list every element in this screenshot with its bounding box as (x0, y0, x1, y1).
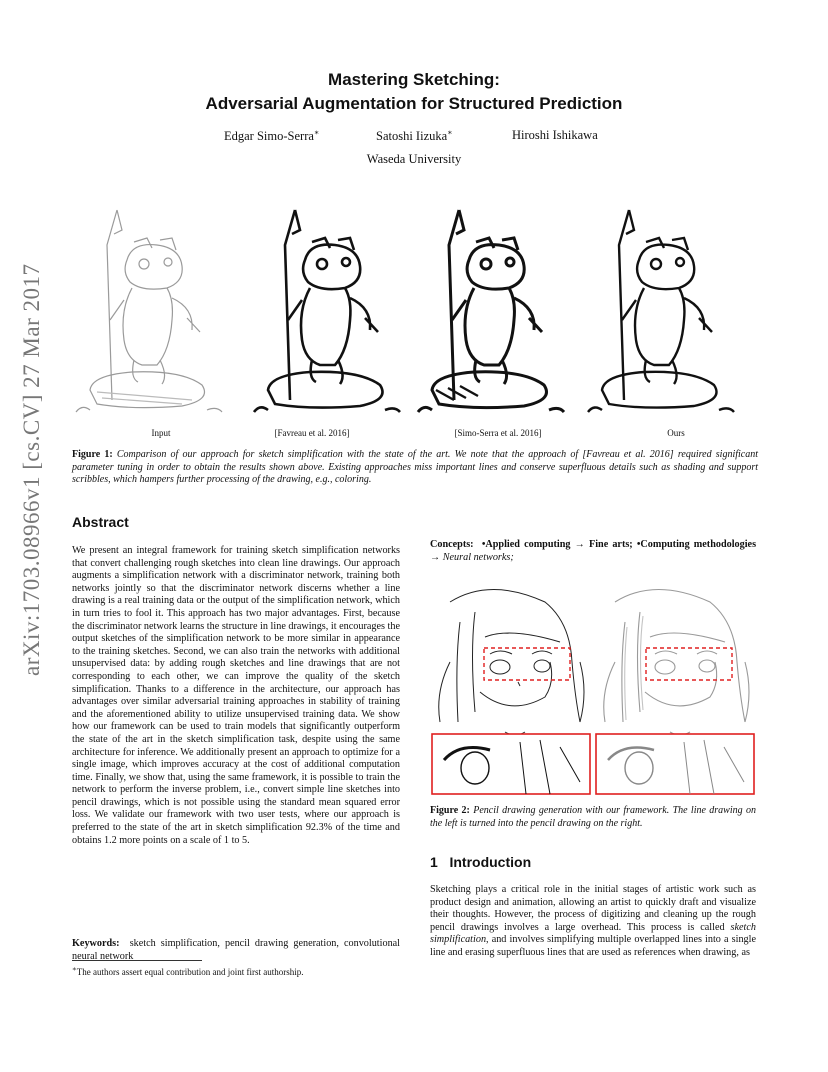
figure-1-label-favreau: [Favreau et al. 2016] (274, 428, 350, 438)
affiliation: Waseda University (366, 152, 462, 166)
figure-1-input-sketch (76, 210, 222, 412)
figure-1-caption: Figure 1: Comparison of our approach for sketch simplification with the state of the art. We note that the approach of [Favreau et al. 2016] required significant parameter tuning in order to obtain the results shown above. Existing approaches miss important lines and conserve superfluous details such as shading and support scribbles, which hampers further processing of the drawing, e.g., coloring. (72, 449, 759, 485)
figure-1-label-input: Input (151, 428, 171, 438)
abstract-heading: Abstract (72, 514, 129, 530)
author-2: Satoshi Iizuka∗ (376, 128, 453, 144)
author-3: Hiroshi Ishikawa (512, 128, 598, 142)
figure-1-labels (72, 428, 758, 442)
figure-1-images (72, 192, 758, 428)
figure-2-images (430, 582, 756, 797)
figure-1-ours-result (588, 210, 734, 412)
author-1: Edgar Simo-Serra∗ (224, 128, 320, 144)
figure-1-simoserra-result (418, 210, 564, 412)
paper-title-line2: Adversarial Augmentation for Structured Prediction (205, 94, 623, 113)
figure-1-label-simoserra: [Simo-Serra et al. 2016] (454, 428, 542, 438)
figure-1-favreau-result (254, 210, 400, 412)
paper-title-line1: Mastering Sketching: (328, 70, 500, 89)
figure-2-caption: Figure 2: Pencil drawing generation with our framework. The line drawing on the left is turned into the pencil drawing on the right. (430, 805, 756, 829)
footnote-rule (72, 960, 202, 961)
introduction-text: Sketching plays a critical role in the initial stages of artistic work such as product design and animation, allowing an artist to quickly draft and visualize their thoughts. However, the process of digitizing and cleaning up the rough pencil drawings involves a large overhead. This process is called sketch simplification, and involves simplifying multiple overlapped lines into a single line and erasing superfluous lines that are used as references when drawing, as (430, 884, 756, 958)
figure-1-label-ours: Ours (667, 428, 685, 438)
keywords: Keywords: sketch simplification, pencil drawing generation, convolutional neural network (72, 938, 401, 962)
abstract-text: We present an integral framework for training sketch simplification networks that convert challenging rough sketches into clean line drawings. Our approach augments a simplification network with a discriminator network, training both networks jointly so that the discriminator network discerns whether a line drawing is a real training data or the output of the simplification network, which in turn tries to fool it. This approach has two major advantages. First, because the discriminator network learns the structure in line drawings, it encourages the output sketches of the simplification network to be more similar in appearance to the training sketches. Second, we can also train the networks with additional unsupervised data: by adding rough sketches and line drawings that are not corresponding to each other, we can improve the quality of the sketch simplification. Thanks to a difference in the architecture, our approach has advantages over similar adversarial training approaches in stability of training and the aforementioned ability to utilize unsupervised training data. We show how our framework can be used to train models that significantly outperform the state of the art in the sketch simplification task, despite using the same architecture for inference. We additionally present an approach to optimize for a single image, which improves accuracy at the cost of additional computation time. Finally, we show that, using the same framework, it is possible to train the network to perform the inverse problem, i.e., convert simple line sketches into pencil drawings, which is not possible using the standard mean squared error loss. We validate our framework with two user tests, where our approach is preferred to the state of the art in sketch simplification 92.3% of the time and obtains 1.2 more points on a scale of 1 to 5. (72, 545, 400, 846)
concepts: Concepts: •Applied computing → Fine arts; •Computing methodologies → Neural networks; (430, 539, 757, 563)
figure-2-pencil-drawing (604, 590, 749, 736)
arxiv-stamp: arXiv:1703.08966v1 [cs.CV] 27 Mar 2017 (19, 263, 44, 677)
introduction-heading: 1 Introduction (430, 854, 532, 870)
figure-2-line-drawing (439, 590, 584, 736)
footnote: ∗The authors assert equal contribution and joint first authorship. (72, 965, 304, 977)
